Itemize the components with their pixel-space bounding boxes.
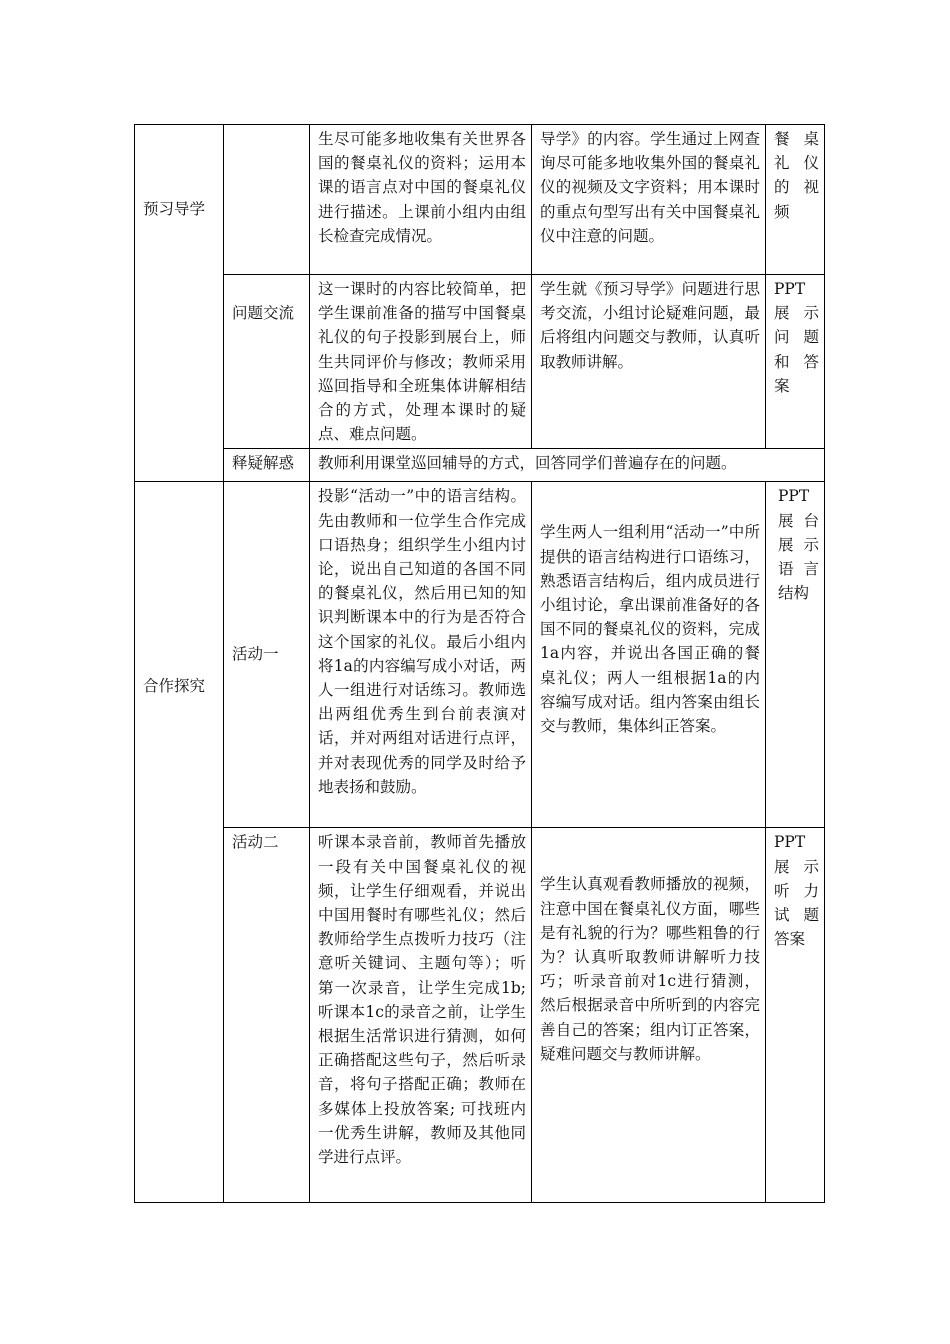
- teacher-activity-cell: 生尽可能多地收集有关世界各国的餐桌礼仪的资料；运用本课的语言点对中国的餐桌礼仪进行描述。上课前小组内由组长检查完成情况。: [310, 125, 532, 275]
- stage-label: 合作探究: [143, 677, 206, 696]
- student-activity-cell: 学生两人一组利用“活动一”中所提供的语言结构进行口语练习，熟悉语言结构后，组内成员进行小组讨论，拿出课前准备好的各国不同的餐桌礼仪的资料，完成1a内容，并说出各国正确的餐桌礼仪；两人一组根据1a的内容编写成对话。组内答案由组长交与教师，集体纠正答案。: [532, 482, 766, 828]
- step-label: 活动一: [232, 645, 279, 664]
- teacher-activity-cell: 投影“活动一”中的语言结构。先由教师和一位学生合作完成口语热身；组织学生小组内讨论，说出自己知道的各国不同的餐桌礼仪，然后用已知的知识判断课本中的行为是否符合这个国家的礼仪。最后小组内将1a的内容编写成小对话，两人一组进行对话练习。教师选出两组优秀生到台前表演对话，并对两组对话进行点评，并对表现优秀的同学及时给予地表扬和鼓励。: [310, 482, 532, 828]
- stage-cell: [135, 125, 224, 482]
- teacher-activity-cell: 这一课时的内容比较简单，把学生课前准备的描写中国餐桌礼仪的句子投影到展台上，师生共同评价与修改；教师采用巡回指导和全班集体讲解相结合的方式，处理本课时的疑点、难点问题。: [310, 275, 532, 449]
- step-cell: [224, 275, 310, 449]
- table-row: [135, 449, 825, 482]
- table-row: [135, 828, 825, 1203]
- table-row: [135, 482, 825, 828]
- table-row: [135, 275, 825, 449]
- step-cell: [224, 125, 310, 275]
- stage-cell: [135, 482, 224, 1203]
- table-row: [135, 125, 825, 275]
- student-activity-cell: 学生就《预习导学》问题进行思考交流，小组讨论疑难问题，最后将组内问题交与教师，认真听取教师讲解。: [532, 275, 766, 449]
- stage-label: 预习导学: [143, 200, 206, 218]
- step-label: 问题交流: [232, 304, 295, 322]
- step-cell: [224, 449, 310, 482]
- step-label: 释疑解惑: [232, 454, 295, 473]
- student-activity-cell: 学生认真观看教师播放的视频，注意中国在餐桌礼仪方面，哪些是有礼貌的行为？哪些粗鲁的行为？认真听取教师讲解听力技巧；听录音前对1c进行猜测，然后根据录音中所听到的内容完善自己的答案；组内订正答案，疑难问题交与教师讲解。: [532, 828, 766, 1203]
- resource-cell: PPT展台展示语言结构: [766, 482, 825, 828]
- resource-cell: PPT展示问题和答案: [766, 275, 825, 449]
- step-cell: [224, 828, 310, 1203]
- resource-cell: 餐桌礼仪的视频: [766, 125, 825, 275]
- lesson-plan-table: [134, 124, 825, 1203]
- step-label: 活动二: [232, 833, 279, 852]
- resource-cell: PPT展示听力试题答案: [766, 828, 825, 1203]
- step-cell: [224, 482, 310, 828]
- teacher-activity-cell: 听课本录音前，教师首先播放一段有关中国餐桌礼仪的视频，让学生仔细观看，并说出中国用餐时有哪些礼仪；然后教师给学生点拨听力技巧（注意听关键词、主题句等）；听第一次录音，让学生完成1b; 听课本1c的录音之前，让学生根据生活常识进行猜测，如何正确搭配这些句子，然后听录音，将句子搭配正确；教师在多媒体上投放答案; 可找班内一优秀生讲解，教师及其他同学进行点评。: [310, 828, 532, 1203]
- student-activity-cell: 导学》的内容。学生通过上网查询尽可能多地收集外国的餐桌礼仪的视频及文字资料；用本课时的重点句型写出有关中国餐桌礼仪中注意的问题。: [532, 125, 766, 275]
- merged-activity-cell: 教师利用课堂巡回辅导的方式，回答同学们普遍存在的问题。: [310, 449, 825, 482]
